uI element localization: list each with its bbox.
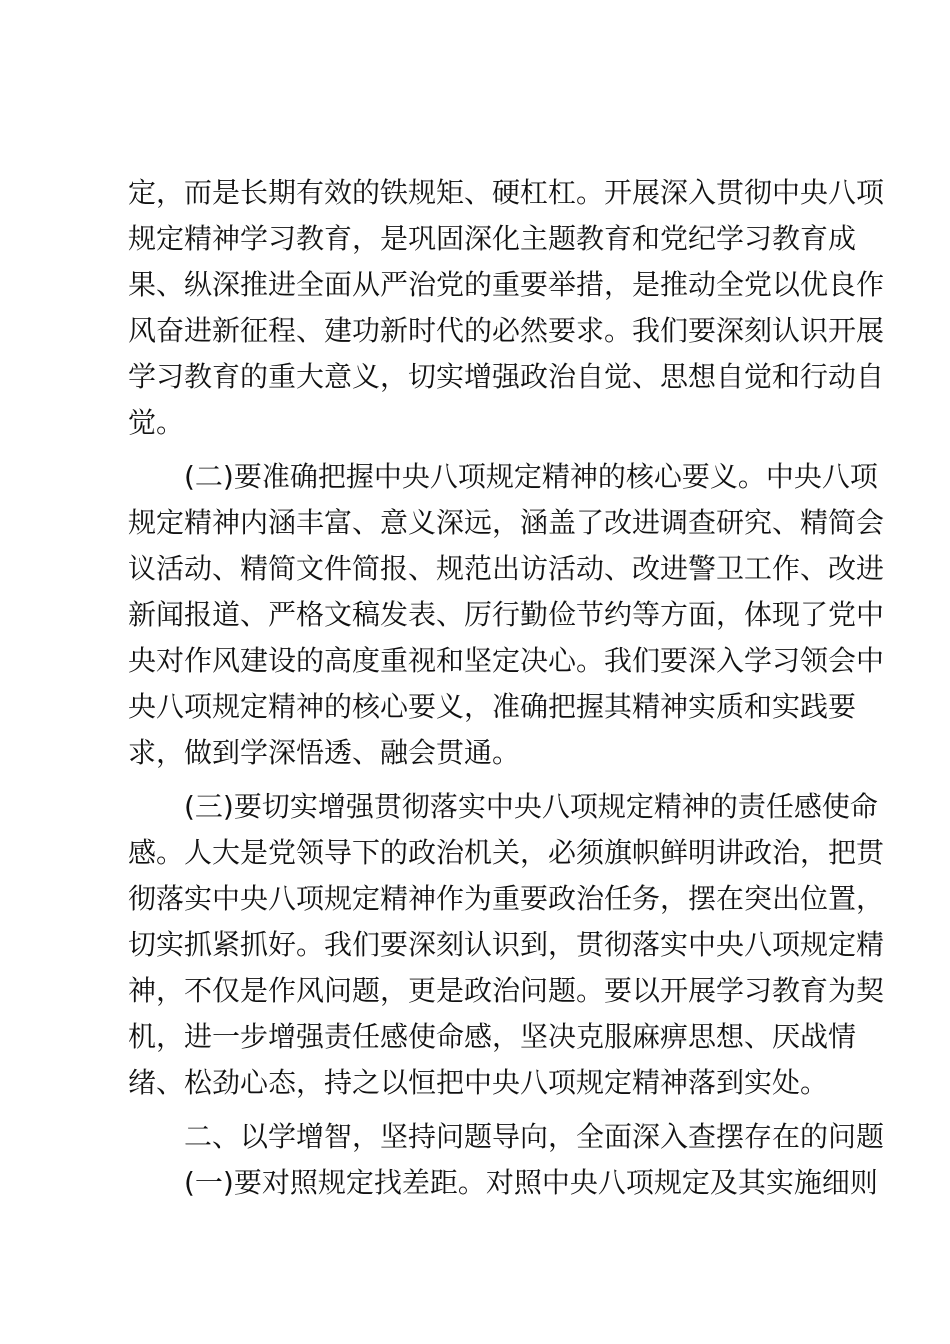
section-heading-3: (三)要切实增强贯彻落实中央八项规定精神的责任感使命 — [184, 790, 878, 823]
text-line: 神，不仅是作风问题，更是政治问题。要以开展学习教育为契 — [128, 974, 885, 1007]
text-line: 求，做到学深悟透、融会贯通。 — [128, 736, 521, 769]
text-line: 感。人大是党领导下的政治机关，必须旗帜鲜明讲政治，把贯 — [128, 836, 885, 869]
text-line: 机，进一步增强责任感使命感，坚决克服麻痹思想、厌战情 — [128, 1020, 857, 1053]
text-line: 规定精神学习教育，是巩固深化主题教育和党纪学习教育成 — [128, 222, 857, 255]
text-line: 新闻报道、严格文稿发表、厉行勤俭节约等方面，体现了党中 — [128, 598, 885, 631]
chapter-heading-2: 二、以学增智，坚持问题导向，全面深入查摆存在的问题 — [184, 1120, 885, 1153]
text-line: 风奋进新征程、建功新时代的必然要求。我们要深刻认识开展 — [128, 314, 885, 347]
text-line: 定，而是长期有效的铁规矩、硬杠杠。开展深入贯彻中央八项 — [128, 176, 885, 209]
document-body — [128, 170, 885, 1206]
text-line: 果、纵深推进全面从严治党的重要举措，是推动全党以优良作 — [128, 268, 885, 301]
text-line: 议活动、精简文件简报、规范出访活动、改进警卫工作、改进 — [128, 552, 885, 585]
section-heading-2: (二)要准确把握中央八项规定精神的核心要义。中央八项 — [184, 460, 878, 493]
section-heading-1: (一)要对照规定找差距。对照中央八项规定及其实施细则 — [184, 1166, 878, 1199]
text-line: 规定精神内涵丰富、意义深远，涵盖了改进调查研究、精简会 — [128, 506, 885, 539]
text-line: 学习教育的重大意义，切实增强政治自觉、思想自觉和行动自 — [128, 360, 885, 393]
text-line: 切实抓紧抓好。我们要深刻认识到，贯彻落实中央八项规定精 — [128, 928, 885, 961]
text-line: 彻落实中央八项规定精神作为重要政治任务，摆在突出位置， — [128, 882, 885, 915]
text-line: 觉。 — [128, 406, 185, 439]
text-line: 绪、松劲心态，持之以恒把中央八项规定精神落到实处。 — [128, 1066, 829, 1099]
text-line: 央八项规定精神的核心要义，准确把握其精神实质和实践要 — [128, 690, 857, 723]
text-line: 央对作风建设的高度重视和坚定决心。我们要深入学习领会中 — [128, 644, 885, 677]
